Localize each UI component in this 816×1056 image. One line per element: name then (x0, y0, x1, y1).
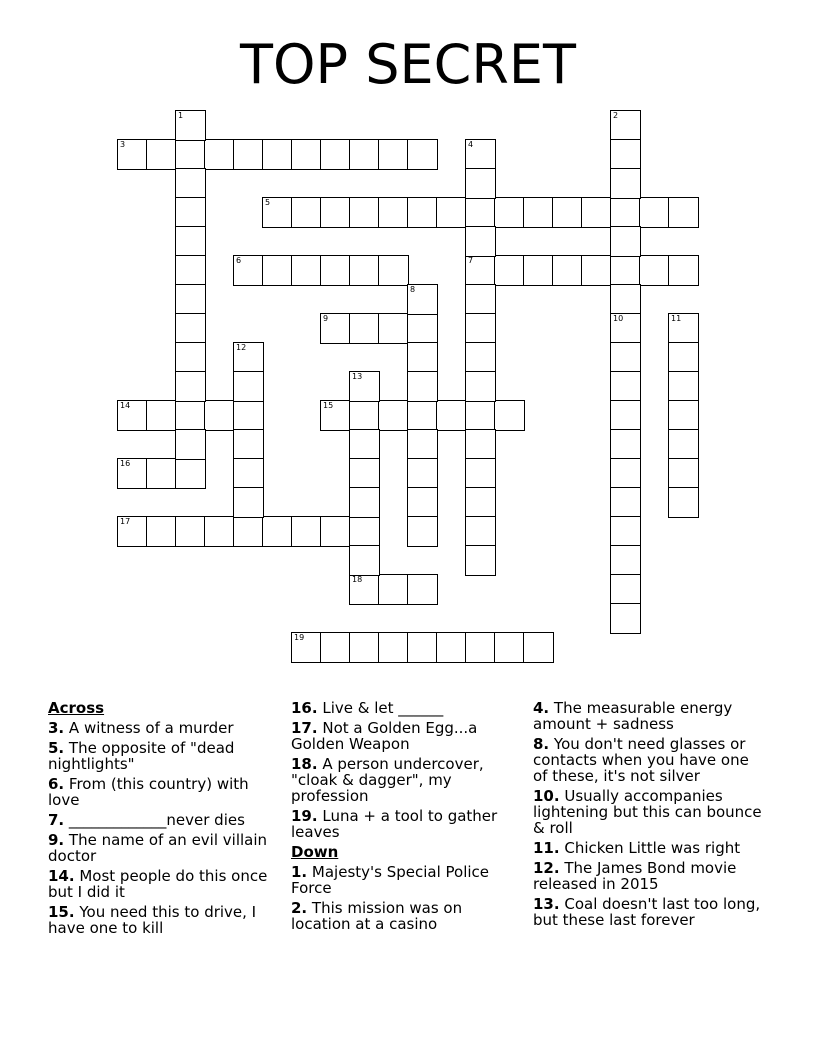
grid-cell-r0-c2[interactable] (175, 110, 206, 141)
clue-text: Not a Golden Egg...a Golden Weapon (291, 719, 478, 753)
clue-number: 19. (291, 807, 318, 825)
grid-cell-r3-c10[interactable] (407, 197, 438, 228)
grid-cell-r3-c15[interactable] (552, 197, 583, 228)
grid-cell-r10-c17[interactable] (610, 400, 641, 431)
grid-cell-r13-c17[interactable] (610, 487, 641, 518)
cell-number: 12 (236, 343, 247, 352)
clue-text: Chicken Little was right (559, 839, 741, 857)
across-clue (48, 740, 273, 772)
across-clue (48, 720, 273, 736)
grid-cell-r0-c17[interactable] (610, 110, 641, 141)
grid-cell-r10-c1[interactable] (146, 400, 177, 431)
grid-cell-r18-c9[interactable] (378, 632, 409, 663)
clue-number: 5. (48, 739, 65, 757)
clue-column-3 (533, 700, 765, 932)
grid-cell-r11-c17[interactable] (610, 429, 641, 460)
grid-cell-r3-c11[interactable] (436, 197, 467, 228)
grid-cell-r1-c12[interactable] (465, 139, 496, 170)
grid-cell-r13-c4[interactable] (233, 487, 264, 518)
cell-number: 2 (613, 111, 619, 120)
cell-number: 15 (323, 401, 334, 410)
grid-cell-r16-c8[interactable] (349, 574, 380, 605)
grid-cell-r5-c12[interactable] (465, 255, 496, 286)
cell-number: 6 (236, 256, 242, 265)
grid-cell-r18-c13[interactable] (494, 632, 525, 663)
down-clue (533, 896, 765, 928)
grid-cell-r14-c10[interactable] (407, 516, 438, 547)
grid-cell-r6-c10[interactable] (407, 284, 438, 315)
cell-number: 19 (294, 633, 305, 642)
grid-cell-r8-c10[interactable] (407, 342, 438, 373)
grid-cell-r12-c17[interactable] (610, 458, 641, 489)
cell-number: 7 (468, 256, 474, 265)
grid-cell-r10-c10[interactable] (407, 400, 438, 431)
grid-cell-r15-c12[interactable] (465, 545, 496, 576)
across-clue (291, 808, 523, 840)
grid-cell-r7-c12[interactable] (465, 313, 496, 344)
grid-cell-r18-c8[interactable] (349, 632, 380, 663)
grid-cell-r6-c17[interactable] (610, 284, 641, 315)
across-clue (291, 756, 523, 804)
grid-cell-r11-c19[interactable] (668, 429, 699, 460)
grid-cell-r3-c16[interactable] (581, 197, 612, 228)
grid-cell-r14-c1[interactable] (146, 516, 177, 547)
across-clue (291, 700, 523, 716)
grid-cell-r16-c10[interactable] (407, 574, 438, 605)
clue-number: 4. (533, 699, 550, 717)
clue-text: The name of an evil villain doctor (48, 831, 268, 865)
grid-cell-r1-c6[interactable] (291, 139, 322, 170)
grid-cell-r14-c6[interactable] (291, 516, 322, 547)
clue-number: 8. (533, 735, 550, 753)
clue-number: 11. (533, 839, 560, 857)
grid-cell-r10-c12[interactable] (465, 400, 496, 431)
grid-cell-r10-c9[interactable] (378, 400, 409, 431)
grid-cell-r13-c8[interactable] (349, 487, 380, 518)
clue-text: You don't need glasses or contacts when you have one of these, it's not silver (533, 735, 749, 785)
clue-text: _____________never dies (64, 811, 245, 829)
clue-text: Coal doesn't last too long, but these last forever (533, 895, 761, 929)
grid-cell-r1-c0[interactable] (117, 139, 148, 170)
grid-cell-r10-c0[interactable] (117, 400, 148, 431)
grid-cell-r5-c13[interactable] (494, 255, 525, 286)
grid-cell-r12-c10[interactable] (407, 458, 438, 489)
grid-cell-r3-c7[interactable] (320, 197, 351, 228)
grid-cell-r8-c19[interactable] (668, 342, 699, 373)
clue-text: From (this country) with love (48, 775, 249, 809)
grid-cell-r10-c11[interactable] (436, 400, 467, 431)
grid-cell-r12-c8[interactable] (349, 458, 380, 489)
grid-cell-r3-c2[interactable] (175, 197, 206, 228)
grid-cell-r16-c9[interactable] (378, 574, 409, 605)
grid-cell-r3-c17[interactable] (610, 197, 641, 228)
grid-cell-r9-c12[interactable] (465, 371, 496, 402)
grid-cell-r1-c17[interactable] (610, 139, 641, 170)
grid-cell-r14-c2[interactable] (175, 516, 206, 547)
grid-cell-r12-c1[interactable] (146, 458, 177, 489)
clue-number: 14. (48, 867, 75, 885)
grid-cell-r7-c7[interactable] (320, 313, 351, 344)
across-clue (291, 720, 523, 752)
grid-cell-r14-c8[interactable] (349, 516, 380, 547)
grid-cell-r5-c15[interactable] (552, 255, 583, 286)
grid-cell-r10-c13[interactable] (494, 400, 525, 431)
across-clue (48, 904, 273, 936)
grid-cell-r1-c10[interactable] (407, 139, 438, 170)
across-clue (48, 812, 273, 828)
grid-cell-r3-c19[interactable] (668, 197, 699, 228)
cell-number: 10 (613, 314, 624, 323)
grid-cell-r3-c13[interactable] (494, 197, 525, 228)
grid-cell-r8-c17[interactable] (610, 342, 641, 373)
grid-cell-r1-c9[interactable] (378, 139, 409, 170)
grid-cell-r13-c10[interactable] (407, 487, 438, 518)
clue-text: You need this to drive, I have one to kill (48, 903, 257, 937)
grid-cell-r10-c2[interactable] (175, 400, 206, 431)
grid-cell-r1-c3[interactable] (204, 139, 235, 170)
clue-text: Live & let ______ (317, 699, 444, 717)
grid-cell-r5-c16[interactable] (581, 255, 612, 286)
grid-cell-r10-c3[interactable] (204, 400, 235, 431)
grid-cell-r5-c5[interactable] (262, 255, 293, 286)
grid-cell-r5-c17[interactable] (610, 255, 641, 286)
clue-number: 15. (48, 903, 75, 921)
grid-cell-r14-c12[interactable] (465, 516, 496, 547)
clue-text: Usually accompanies lightening but this can bounce & roll (533, 787, 762, 837)
clue-text: Most people do this once but I did it (48, 867, 268, 901)
cell-number: 16 (120, 459, 131, 468)
grid-cell-r9-c8[interactable] (349, 371, 380, 402)
grid-cell-r5-c4[interactable] (233, 255, 264, 286)
grid-cell-r3-c18[interactable] (639, 197, 670, 228)
clue-text: The measurable energy amount + sadness (533, 699, 733, 733)
grid-cell-r14-c4[interactable] (233, 516, 264, 547)
grid-cell-r7-c19[interactable] (668, 313, 699, 344)
cell-number: 8 (410, 285, 416, 294)
grid-cell-r5-c6[interactable] (291, 255, 322, 286)
grid-cell-r18-c14[interactable] (523, 632, 554, 663)
grid-cell-r14-c17[interactable] (610, 516, 641, 547)
grid-cell-r1-c4[interactable] (233, 139, 264, 170)
grid-cell-r8-c4[interactable] (233, 342, 264, 373)
grid-cell-r9-c2[interactable] (175, 371, 206, 402)
down-clue (533, 700, 765, 732)
grid-cell-r7-c9[interactable] (378, 313, 409, 344)
clue-number: 18. (291, 755, 318, 773)
grid-cell-r16-c17[interactable] (610, 574, 641, 605)
grid-cell-r11-c10[interactable] (407, 429, 438, 460)
grid-cell-r18-c12[interactable] (465, 632, 496, 663)
grid-cell-r3-c6[interactable] (291, 197, 322, 228)
down-heading: Down (291, 843, 339, 861)
clue-number: 13. (533, 895, 560, 913)
down-clue (533, 788, 765, 836)
grid-cell-r10-c7[interactable] (320, 400, 351, 431)
cell-number: 4 (468, 140, 474, 149)
grid-cell-r11-c12[interactable] (465, 429, 496, 460)
grid-cell-r11-c8[interactable] (349, 429, 380, 460)
clue-text: This mission was on location at a casino (291, 899, 463, 933)
clue-number: 10. (533, 787, 560, 805)
grid-cell-r18-c6[interactable] (291, 632, 322, 663)
grid-cell-r1-c7[interactable] (320, 139, 351, 170)
grid-cell-r5-c8[interactable] (349, 255, 380, 286)
cell-number: 1 (178, 111, 184, 120)
grid-cell-r18-c11[interactable] (436, 632, 467, 663)
down-clue (291, 864, 523, 896)
grid-cell-r18-c10[interactable] (407, 632, 438, 663)
grid-cell-r12-c4[interactable] (233, 458, 264, 489)
grid-cell-r4-c12[interactable] (465, 226, 496, 257)
clue-number: 9. (48, 831, 65, 849)
down-clue (533, 736, 765, 784)
clue-number: 7. (48, 811, 65, 829)
puzzle-title: TOP SECRET (240, 33, 576, 96)
down-clue (533, 840, 765, 856)
clue-text: The James Bond movie released in 2015 (533, 859, 737, 893)
grid-cell-r8-c2[interactable] (175, 342, 206, 373)
grid-cell-r7-c17[interactable] (610, 313, 641, 344)
clue-text: The opposite of "dead nightlights" (48, 739, 235, 773)
cell-number: 11 (671, 314, 682, 323)
across-clue (48, 832, 273, 864)
clue-text: A person undercover, "cloak & dagger", my profession (291, 755, 484, 805)
grid-cell-r14-c3[interactable] (204, 516, 235, 547)
grid-cell-r7-c10[interactable] (407, 313, 438, 344)
grid-cell-r5-c14[interactable] (523, 255, 554, 286)
grid-cell-r9-c19[interactable] (668, 371, 699, 402)
grid-cell-r5-c2[interactable] (175, 255, 206, 286)
clue-column-2 (291, 700, 523, 936)
grid-cell-r5-c18[interactable] (639, 255, 670, 286)
grid-cell-r5-c9[interactable] (378, 255, 409, 286)
grid-cell-r12-c2[interactable] (175, 458, 206, 489)
grid-cell-r3-c8[interactable] (349, 197, 380, 228)
clue-number: 16. (291, 699, 318, 717)
cell-number: 3 (120, 140, 126, 149)
clue-text: Luna + a tool to gather leaves (291, 807, 498, 841)
grid-cell-r15-c8[interactable] (349, 545, 380, 576)
grid-cell-r3-c5[interactable] (262, 197, 293, 228)
clue-text: A witness of a murder (64, 719, 234, 737)
grid-cell-r7-c2[interactable] (175, 313, 206, 344)
grid-cell-r4-c17[interactable] (610, 226, 641, 257)
grid-cell-r10-c19[interactable] (668, 400, 699, 431)
grid-cell-r15-c17[interactable] (610, 545, 641, 576)
grid-cell-r10-c4[interactable] (233, 400, 264, 431)
grid-cell-r11-c4[interactable] (233, 429, 264, 460)
clue-number: 6. (48, 775, 65, 793)
clue-column-1 (48, 700, 273, 940)
grid-cell-r9-c4[interactable] (233, 371, 264, 402)
grid-cell-r6-c12[interactable] (465, 284, 496, 315)
grid-cell-r13-c12[interactable] (465, 487, 496, 518)
grid-cell-r2-c2[interactable] (175, 168, 206, 199)
cell-number: 13 (352, 372, 363, 381)
clue-number: 12. (533, 859, 560, 877)
grid-cell-r9-c17[interactable] (610, 371, 641, 402)
clue-number: 2. (291, 899, 308, 917)
grid-cell-r12-c0[interactable] (117, 458, 148, 489)
grid-cell-r17-c17[interactable] (610, 603, 641, 634)
grid-cell-r1-c1[interactable] (146, 139, 177, 170)
grid-cell-r6-c2[interactable] (175, 284, 206, 315)
cell-number: 18 (352, 575, 363, 584)
grid-cell-r5-c7[interactable] (320, 255, 351, 286)
grid-cell-r5-c19[interactable] (668, 255, 699, 286)
grid-cell-r3-c9[interactable] (378, 197, 409, 228)
grid-cell-r18-c7[interactable] (320, 632, 351, 663)
grid-cell-r13-c19[interactable] (668, 487, 699, 518)
grid-cell-r12-c12[interactable] (465, 458, 496, 489)
across-heading: Across (48, 699, 105, 717)
cell-number: 9 (323, 314, 329, 323)
grid-cell-r2-c17[interactable] (610, 168, 641, 199)
grid-cell-r4-c2[interactable] (175, 226, 206, 257)
across-clue (48, 868, 273, 900)
clue-text: Majesty's Special Police Force (291, 863, 490, 897)
cell-number: 17 (120, 517, 131, 526)
down-clue (291, 900, 523, 932)
grid-cell-r14-c7[interactable] (320, 516, 351, 547)
grid-cell-r14-c5[interactable] (262, 516, 293, 547)
grid-cell-r1-c2[interactable] (175, 139, 206, 170)
clue-number: 1. (291, 863, 308, 881)
clue-number: 17. (291, 719, 318, 737)
grid-cell-r3-c14[interactable] (523, 197, 554, 228)
grid-cell-r12-c19[interactable] (668, 458, 699, 489)
cell-number: 5 (265, 198, 271, 207)
grid-cell-r3-c12[interactable] (465, 197, 496, 228)
grid-cell-r14-c0[interactable] (117, 516, 148, 547)
grid-cell-r8-c12[interactable] (465, 342, 496, 373)
cell-number: 14 (120, 401, 131, 410)
grid-cell-r9-c10[interactable] (407, 371, 438, 402)
clue-number: 3. (48, 719, 65, 737)
grid-cell-r2-c12[interactable] (465, 168, 496, 199)
grid-cell-r1-c5[interactable] (262, 139, 293, 170)
grid-cell-r1-c8[interactable] (349, 139, 380, 170)
grid-cell-r11-c2[interactable] (175, 429, 206, 460)
across-clue (48, 776, 273, 808)
down-clue (533, 860, 765, 892)
grid-cell-r10-c8[interactable] (349, 400, 380, 431)
grid-cell-r7-c8[interactable] (349, 313, 380, 344)
